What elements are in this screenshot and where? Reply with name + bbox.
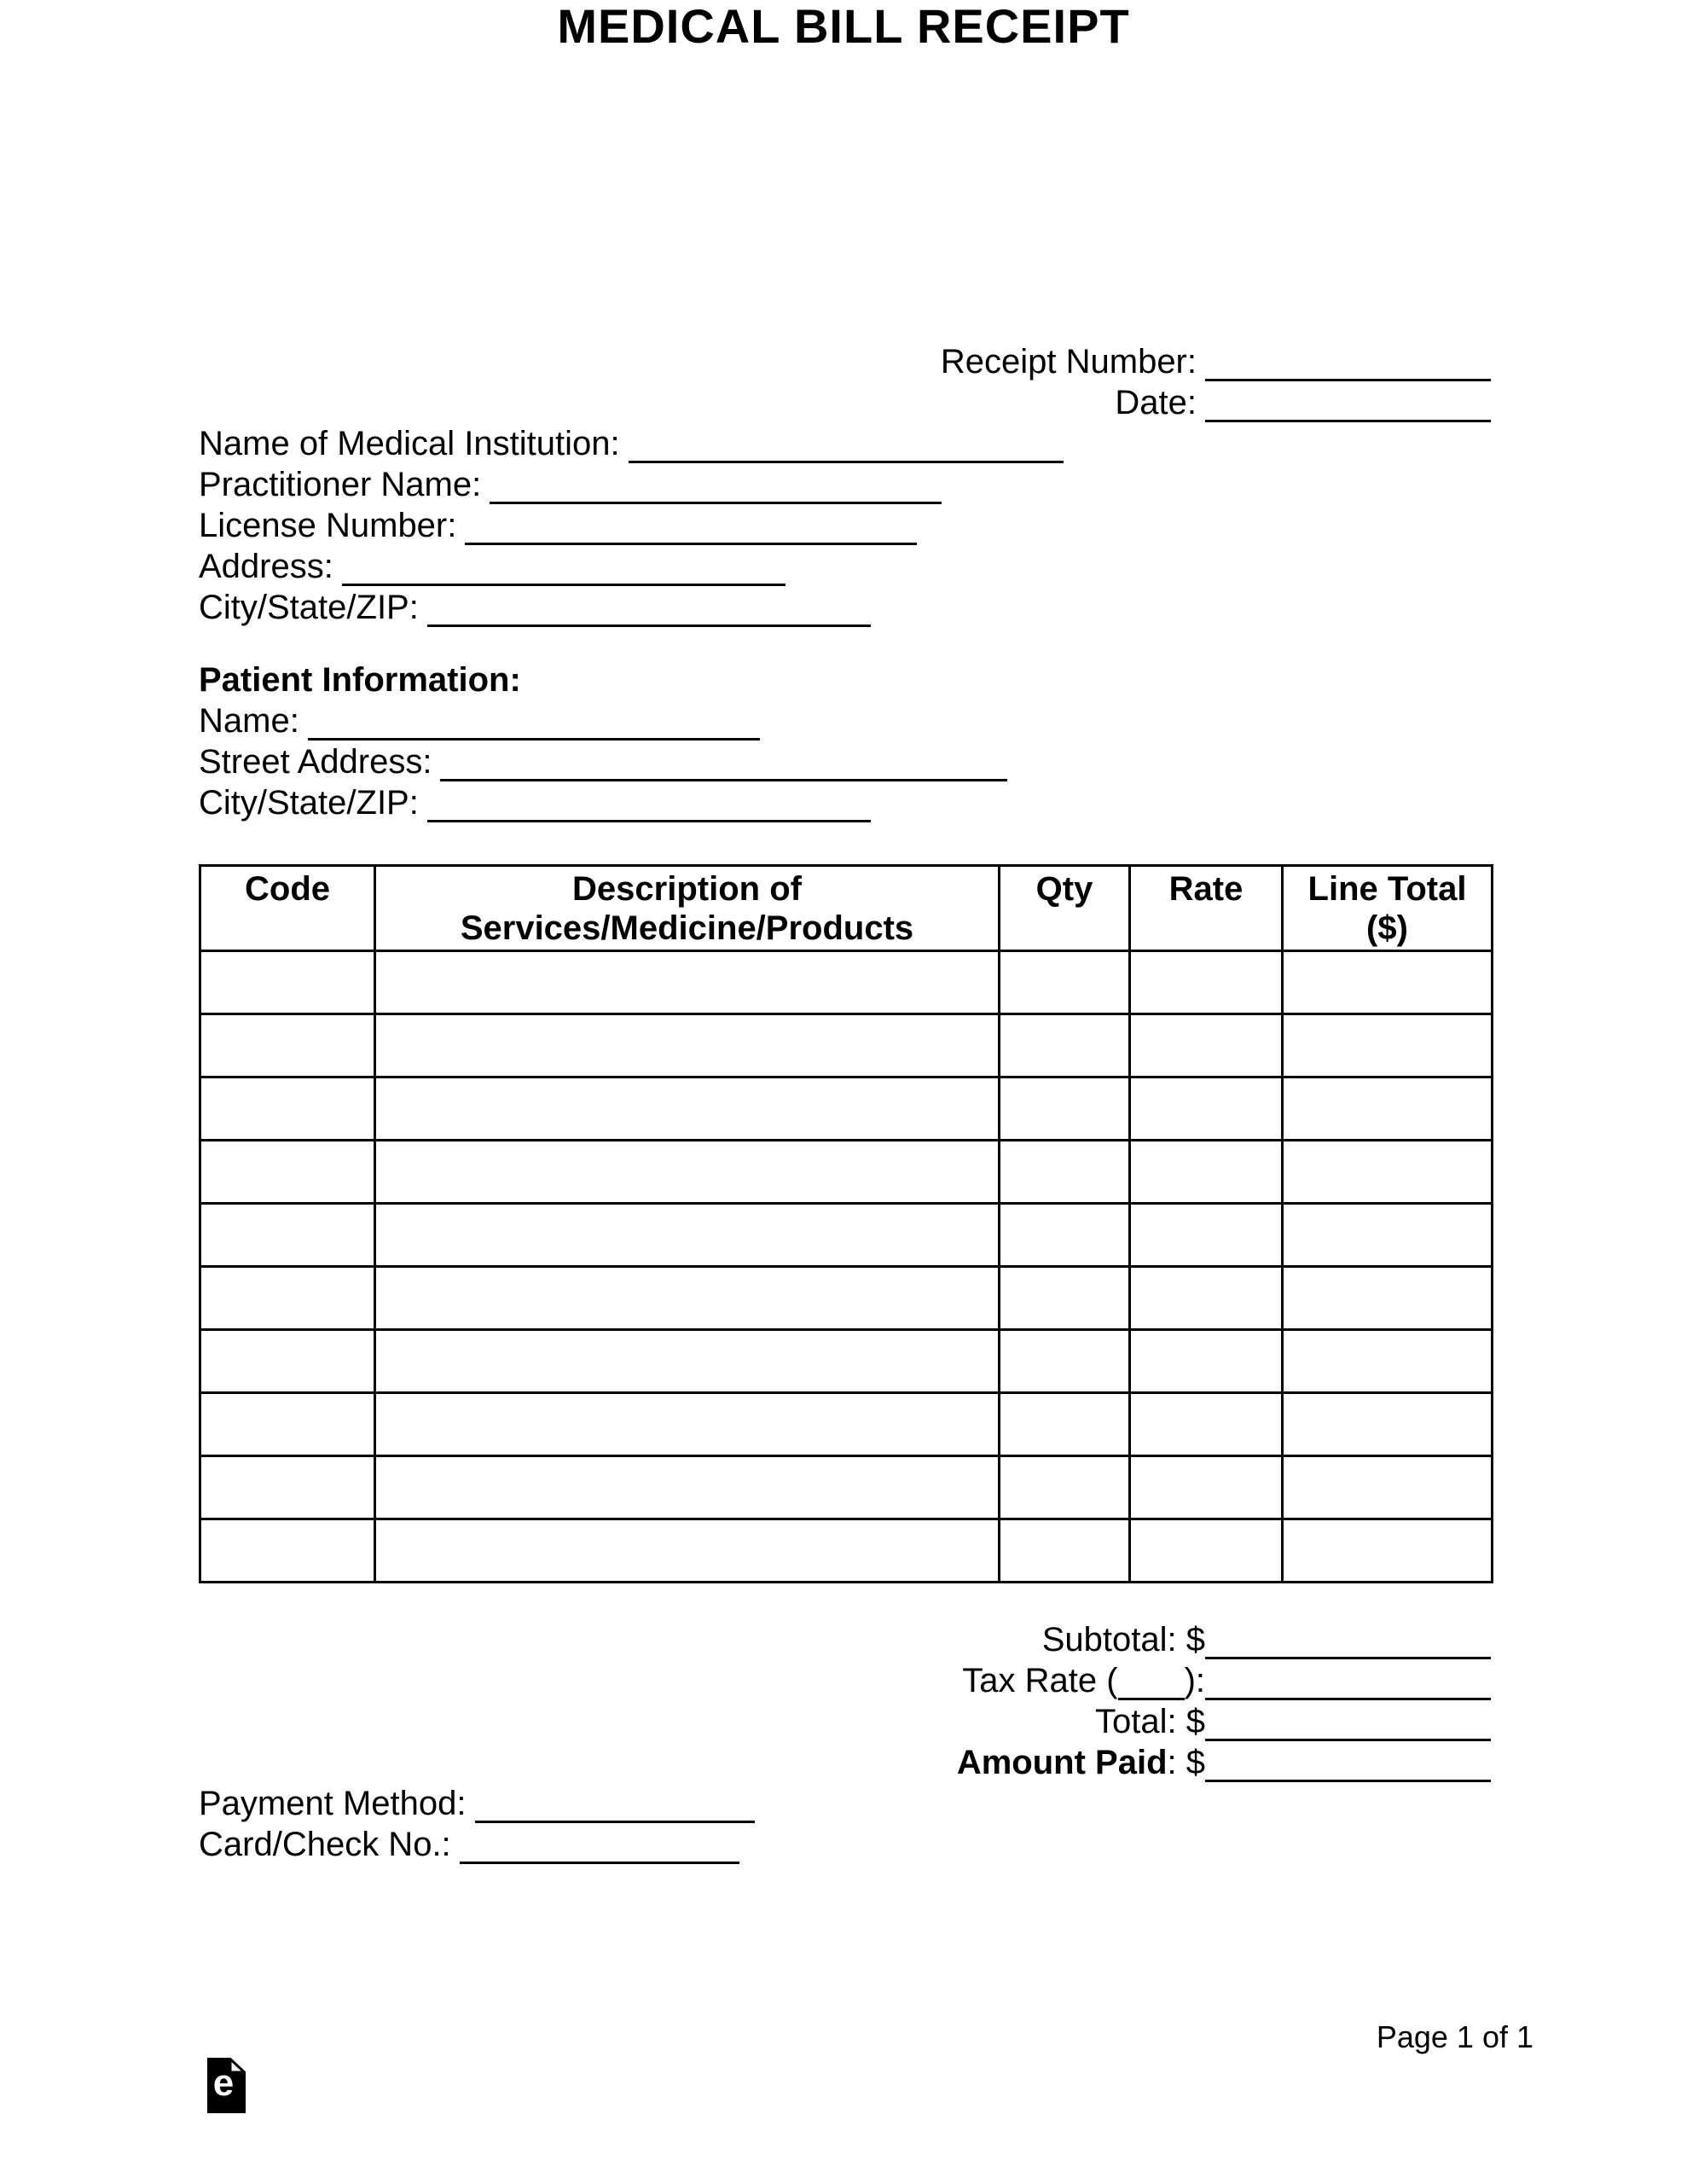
line-item-row bbox=[200, 1393, 1493, 1456]
address-row bbox=[199, 546, 1491, 587]
subtotal-field[interactable] bbox=[1205, 1631, 1491, 1659]
receipt-number-row bbox=[199, 341, 1491, 382]
line-item-cell[interactable] bbox=[1130, 1204, 1283, 1267]
line-item-cell[interactable] bbox=[1000, 1077, 1130, 1141]
payment-method-label: Payment Method: bbox=[199, 1785, 467, 1822]
line-item-cell[interactable] bbox=[375, 1077, 1000, 1141]
line-item-cell[interactable] bbox=[200, 951, 375, 1014]
line-item-cell[interactable] bbox=[1283, 1267, 1493, 1330]
practitioner-field[interactable] bbox=[490, 476, 942, 504]
total-field[interactable] bbox=[1205, 1713, 1491, 1741]
license-field[interactable] bbox=[465, 517, 917, 545]
license-row bbox=[199, 505, 1491, 546]
header-code: Code bbox=[200, 866, 375, 951]
line-item-row bbox=[200, 1077, 1493, 1141]
line-item-cell[interactable] bbox=[1130, 1014, 1283, 1077]
line-item-cell[interactable] bbox=[1000, 1204, 1130, 1267]
line-item-row bbox=[200, 1267, 1493, 1330]
line-items-body bbox=[200, 951, 1493, 1583]
line-item-cell[interactable] bbox=[375, 1393, 1000, 1456]
line-item-row bbox=[200, 1014, 1493, 1077]
line-item-cell[interactable] bbox=[1130, 1077, 1283, 1141]
line-item-cell[interactable] bbox=[375, 1204, 1000, 1267]
line-item-cell[interactable] bbox=[1283, 1141, 1493, 1204]
line-item-row bbox=[200, 951, 1493, 1014]
line-item-cell[interactable] bbox=[1130, 1393, 1283, 1456]
institution-name-row bbox=[199, 423, 1491, 464]
line-item-cell[interactable] bbox=[200, 1456, 375, 1519]
subtotal-row bbox=[199, 1619, 1491, 1660]
header-rate: Rate bbox=[1130, 866, 1283, 951]
patient-csz-field[interactable] bbox=[427, 794, 871, 822]
header-description: Description of Services/Medicine/Products bbox=[375, 866, 1000, 951]
patient-name-label: Name: bbox=[199, 702, 299, 740]
institution-csz-label: City/State/ZIP: bbox=[199, 589, 419, 626]
amount-paid-row bbox=[199, 1742, 1491, 1783]
tax-amount-field[interactable] bbox=[1205, 1672, 1491, 1700]
patient-name-field[interactable] bbox=[308, 712, 760, 741]
date-label: Date: bbox=[1115, 384, 1197, 421]
patient-street-label: Street Address: bbox=[199, 743, 432, 781]
line-item-cell[interactable] bbox=[200, 1141, 375, 1204]
line-item-cell[interactable] bbox=[200, 1077, 375, 1141]
line-item-cell[interactable] bbox=[1000, 1456, 1130, 1519]
patient-street-row bbox=[199, 741, 1491, 782]
logo-letter: e bbox=[212, 2062, 235, 2104]
line-item-cell[interactable] bbox=[200, 1330, 375, 1393]
practitioner-label: Practitioner Name: bbox=[199, 466, 482, 503]
address-field[interactable] bbox=[342, 558, 786, 586]
patient-heading: Patient Information: bbox=[199, 661, 521, 699]
line-item-cell[interactable] bbox=[1283, 1456, 1493, 1519]
header-line-total: Line Total ($) bbox=[1283, 866, 1493, 951]
line-item-cell[interactable] bbox=[1283, 1393, 1493, 1456]
line-item-cell[interactable] bbox=[1283, 1204, 1493, 1267]
institution-csz-row bbox=[199, 587, 1491, 628]
amount-paid-suffix: : $ bbox=[1167, 1744, 1205, 1781]
line-item-row bbox=[200, 1141, 1493, 1204]
license-label: License Number: bbox=[199, 507, 457, 544]
date-row bbox=[199, 382, 1491, 423]
patient-csz-label: City/State/ZIP: bbox=[199, 784, 419, 822]
patient-name-row bbox=[199, 700, 1491, 741]
patient-section bbox=[199, 659, 1491, 823]
payment-method-row bbox=[199, 1783, 1491, 1824]
totals-section bbox=[199, 1619, 1491, 1783]
tax-rate-label-pre: Tax Rate ( bbox=[962, 1662, 1118, 1699]
receipt-number-field[interactable] bbox=[1205, 353, 1491, 381]
line-item-row bbox=[200, 1456, 1493, 1519]
line-item-cell[interactable] bbox=[200, 1393, 375, 1456]
line-item-cell[interactable] bbox=[375, 951, 1000, 1014]
institution-csz-field[interactable] bbox=[427, 599, 871, 627]
line-item-cell[interactable] bbox=[1283, 1077, 1493, 1141]
address-label: Address: bbox=[199, 548, 333, 585]
header-qty: Qty bbox=[1000, 866, 1130, 951]
line-item-cell[interactable] bbox=[1000, 951, 1130, 1014]
line-item-cell[interactable] bbox=[1000, 1141, 1130, 1204]
table-header-row bbox=[200, 866, 1493, 951]
page-number-label: Page 1 of 1 bbox=[1376, 2019, 1533, 2054]
line-item-cell[interactable] bbox=[375, 1519, 1000, 1583]
receipt-number-label: Receipt Number: bbox=[940, 343, 1197, 380]
line-item-cell[interactable] bbox=[1130, 1141, 1283, 1204]
institution-section bbox=[199, 423, 1491, 628]
receipt-meta-section bbox=[199, 341, 1491, 423]
line-item-cell[interactable] bbox=[1283, 1519, 1493, 1583]
line-item-row bbox=[200, 1519, 1493, 1583]
line-item-cell[interactable] bbox=[375, 1456, 1000, 1519]
line-item-cell[interactable] bbox=[375, 1014, 1000, 1077]
payment-method-field[interactable] bbox=[475, 1795, 755, 1823]
page-title: MEDICAL BILL RECEIPT bbox=[557, 0, 1130, 53]
line-item-cell[interactable] bbox=[1130, 951, 1283, 1014]
line-item-cell[interactable] bbox=[375, 1267, 1000, 1330]
line-item-cell[interactable] bbox=[1000, 1393, 1130, 1456]
amount-paid-label: Amount Paid bbox=[956, 1744, 1168, 1781]
date-field[interactable] bbox=[1205, 394, 1491, 422]
total-label: Total: $ bbox=[1095, 1703, 1205, 1740]
line-item-cell[interactable] bbox=[200, 1267, 375, 1330]
line-item-cell[interactable] bbox=[1130, 1267, 1283, 1330]
subtotal-label: Subtotal: $ bbox=[1041, 1621, 1205, 1658]
line-item-cell[interactable] bbox=[375, 1141, 1000, 1204]
practitioner-row bbox=[199, 464, 1491, 505]
line-item-cell[interactable] bbox=[1130, 1330, 1283, 1393]
line-item-cell[interactable] bbox=[1000, 1267, 1130, 1330]
line-item-cell[interactable] bbox=[1000, 1519, 1130, 1583]
institution-name-label: Name of Medical Institution: bbox=[199, 425, 620, 462]
tax-rate-label-post: ): bbox=[1184, 1662, 1205, 1699]
line-item-cell[interactable] bbox=[1000, 1330, 1130, 1393]
payment-section bbox=[199, 1783, 1491, 1865]
card-check-row bbox=[199, 1824, 1491, 1865]
line-item-cell[interactable] bbox=[375, 1330, 1000, 1393]
amount-paid-field[interactable] bbox=[1205, 1754, 1491, 1782]
line-items-table bbox=[199, 864, 1493, 1583]
line-item-cell[interactable] bbox=[200, 1519, 375, 1583]
patient-csz-row bbox=[199, 782, 1491, 823]
line-item-cell[interactable] bbox=[1130, 1519, 1283, 1583]
line-item-cell[interactable] bbox=[1283, 1014, 1493, 1077]
tax-rate-row bbox=[199, 1660, 1491, 1701]
card-check-field[interactable] bbox=[460, 1836, 739, 1864]
line-item-cell[interactable] bbox=[1130, 1456, 1283, 1519]
line-item-cell[interactable] bbox=[1283, 1330, 1493, 1393]
line-item-cell[interactable] bbox=[200, 1204, 375, 1267]
total-row bbox=[199, 1701, 1491, 1742]
line-item-cell[interactable] bbox=[1000, 1014, 1130, 1077]
line-item-cell[interactable] bbox=[1283, 951, 1493, 1014]
institution-name-field[interactable] bbox=[629, 435, 1064, 463]
tax-rate-percent-field[interactable] bbox=[1118, 1672, 1185, 1700]
eforms-logo-icon bbox=[207, 2058, 246, 2113]
patient-street-field[interactable] bbox=[440, 753, 1007, 781]
line-item-row bbox=[200, 1330, 1493, 1393]
card-check-label: Card/Check No.: bbox=[199, 1826, 451, 1863]
line-item-cell[interactable] bbox=[200, 1014, 375, 1077]
line-item-row bbox=[200, 1204, 1493, 1267]
